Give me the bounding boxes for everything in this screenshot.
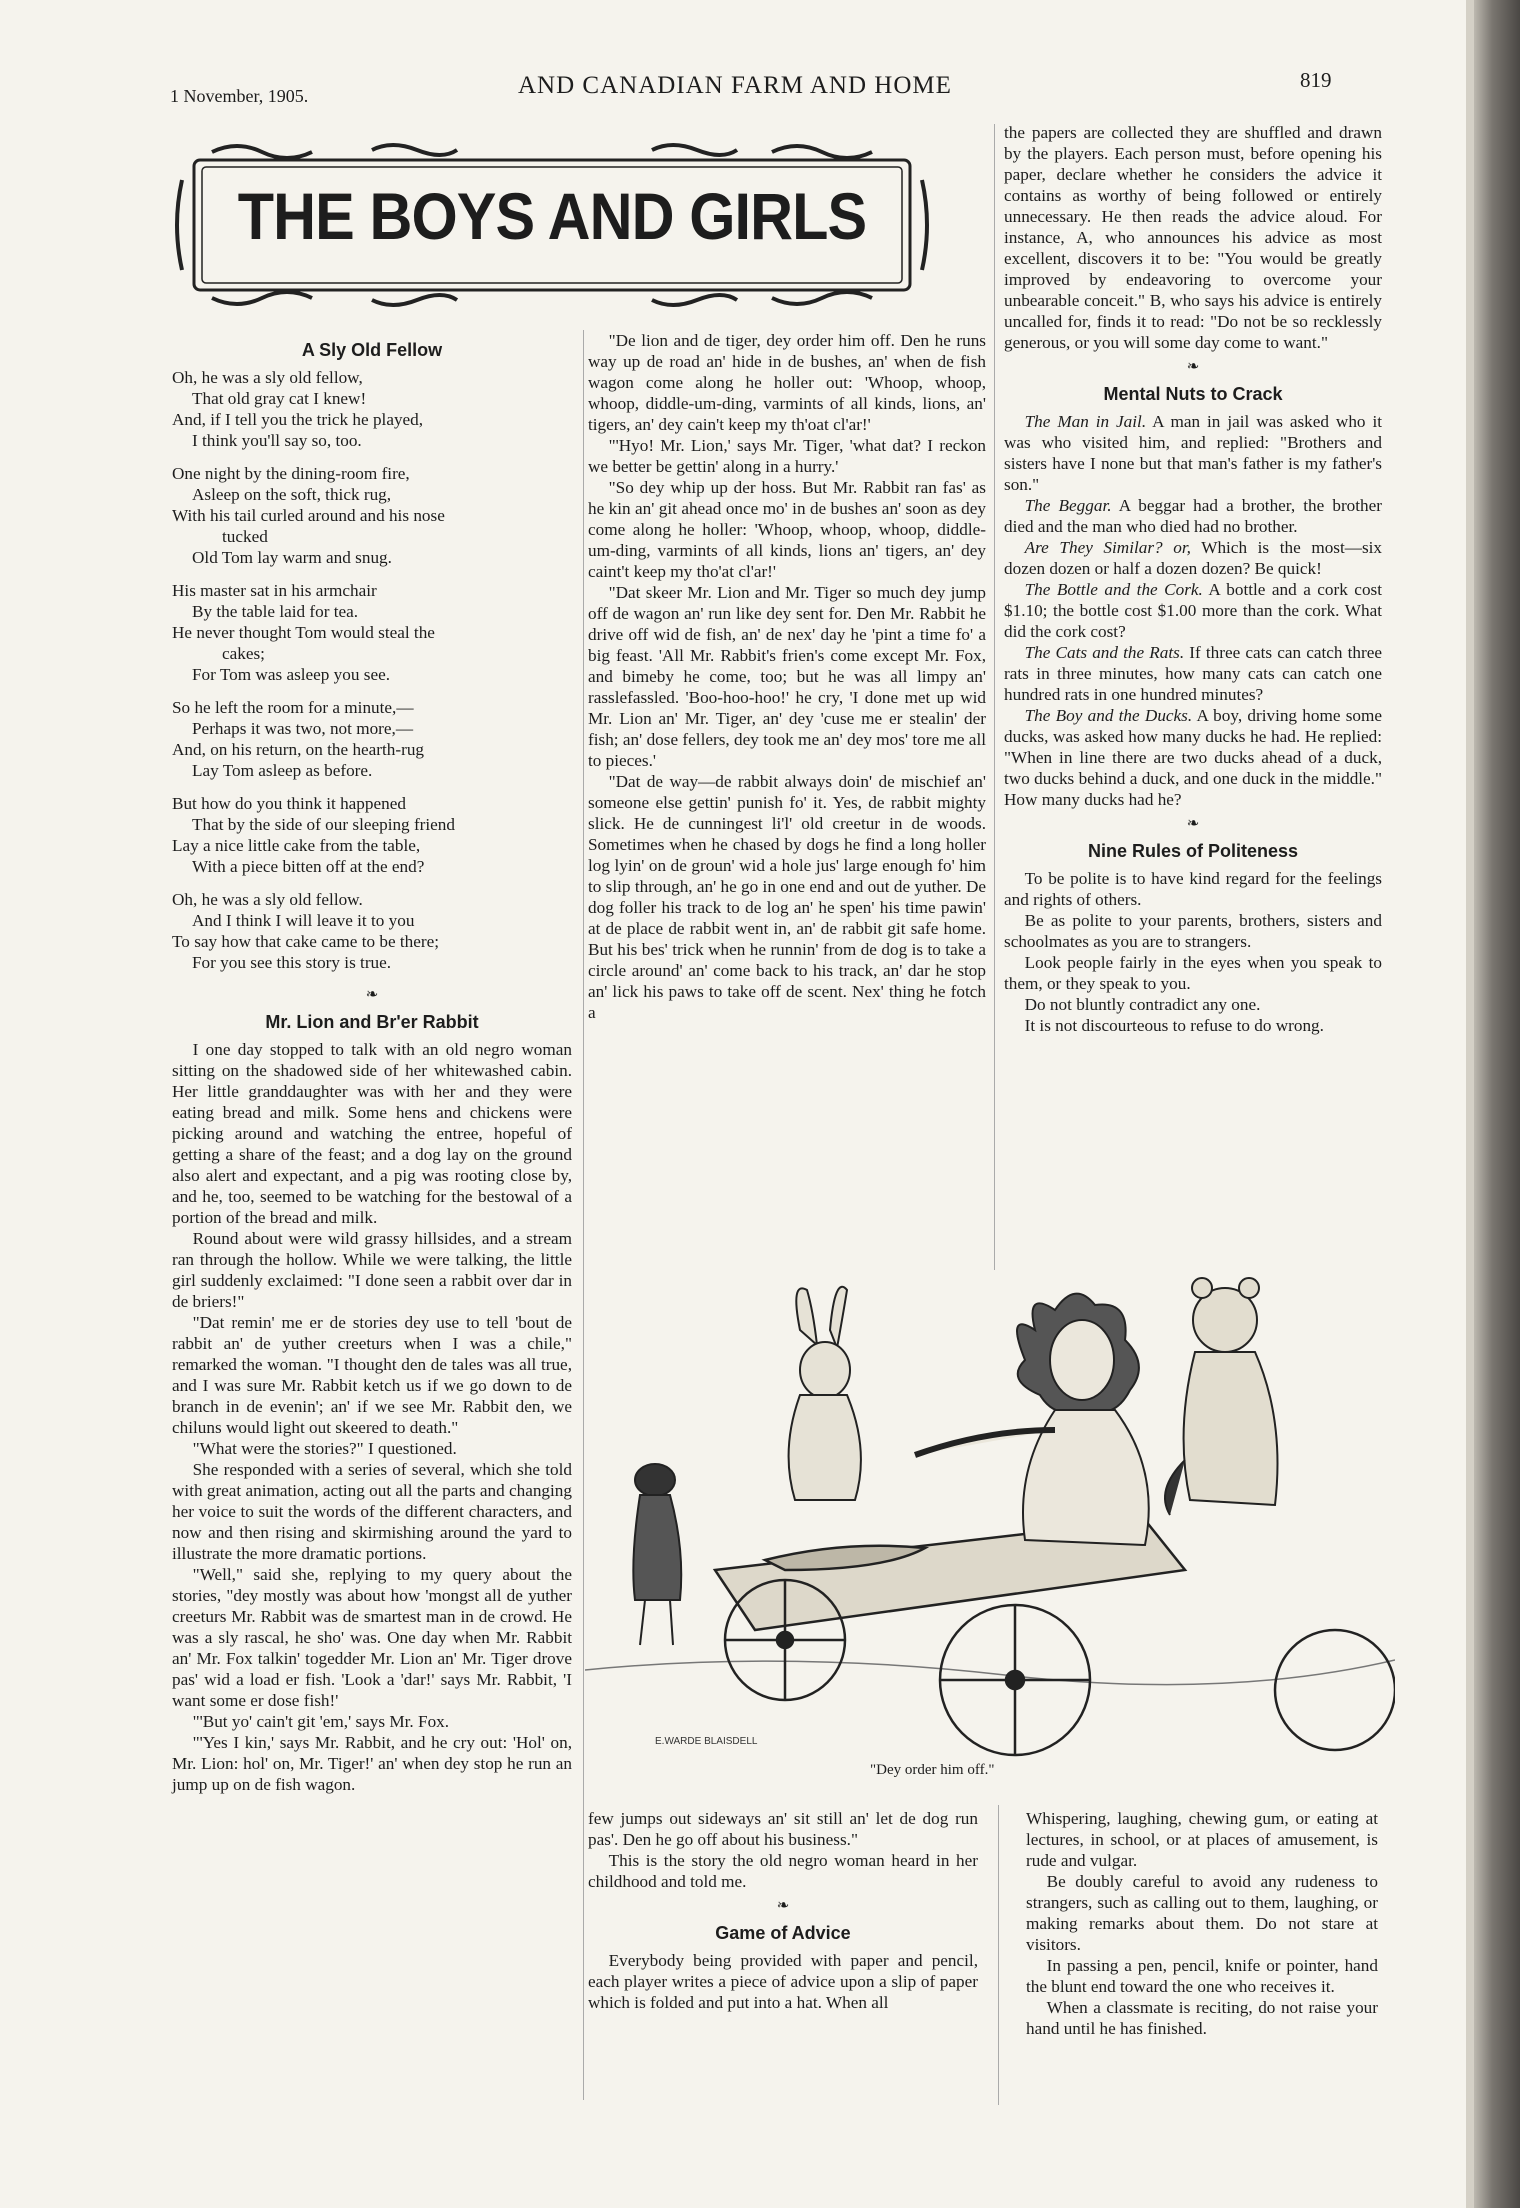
column-3 — [1004, 122, 1382, 1036]
story-paragraph: "De lion and de tiger, dey order him off. Den he runs way up de road an' hide in de bushes, an' when de fish wagon come along he holler out: 'Whoop, whoop, whoop, diddle-um-ding, varmints of all kinds, lions, an' tigers, an' dey cain't keep my th'oat cl'ar!' — [588, 331, 986, 434]
nuts-list — [1004, 411, 1382, 810]
politeness-rules-top — [1004, 868, 1382, 1036]
politeness-rule: In passing a pen, pencil, knife or pointer, hand the blunt end toward the one who receives it. — [1026, 1956, 1378, 1996]
poem-body — [172, 367, 572, 973]
puzzle-title: Are They Similar? or, — [1024, 538, 1191, 557]
game-advice-continued: the papers are collected they are shuffled and drawn by the players. Each person must, before opening his paper, declare whether he considers the advice it contains as worthy of being followed or entirely unnecessary. He then reads the advice aloud. For instance, A, who announces his advice as most excellent, discovers it to be: "You would be greatly improved by endeavoring to overcome your unbearable conceit." B, who says his advice is entirely uncalled for, finds it to read: "Do not be so recklessly generous, or you will some day come to want." — [1004, 123, 1382, 352]
poem-title: A Sly Old Fellow — [301, 340, 443, 360]
politeness-rule: Whispering, laughing, chewing gum, or eating at lectures, in school, or at places of amusement, is rude and vulgar. — [1026, 1809, 1378, 1870]
poem-line: Oh, he was a sly old fellow, — [172, 368, 363, 387]
poem-line: And, on his return, on the hearth-rug — [172, 740, 425, 759]
column-3-bottom — [1026, 1808, 1378, 2039]
puzzle-item — [1004, 579, 1382, 642]
puzzle-title: The Beggar. — [1024, 496, 1112, 515]
poem-line: And, if I tell you the trick he played, — [172, 410, 424, 429]
story-paragraph: I one day stopped to talk with an old negro woman sitting on the shadowed side of her whitewashed cabin. Her little granddaughter was with her and they were eating bread and milk. Some hens and chickens were picking around and watching the entree, hopeful of getting a share of the feast; and a dog lay on the ground also alert and expectant, and a pig was rooting close by, and he, too, seemed to be watching for the bestowal of a portion of the bread and milk. — [172, 1040, 572, 1227]
cartoon-illustration — [585, 1270, 1395, 1765]
banner-title: THE BOYS AND GIRLS — [237, 179, 867, 253]
section-banner — [172, 140, 932, 310]
poem-line: But how do you think it happened — [172, 794, 406, 813]
poem-stanza — [172, 793, 572, 877]
politeness-rules-bottom — [1026, 1808, 1378, 2039]
poem-line: Oh, he was a sly old fellow. — [172, 890, 363, 909]
ornament: ❧ — [365, 987, 379, 1003]
nuts-title: Mental Nuts to Crack — [1103, 384, 1283, 404]
puzzle-text: If three cats can catch three rats in three minutes, how many cats can catch one hundred rats in one hundred minutes? — [1004, 643, 1383, 704]
story-paragraph: "'But yo' cain't git 'em,' says Mr. Fox. — [192, 1712, 450, 1731]
puzzle-title: The Man in Jail. — [1024, 412, 1147, 431]
story-paragraph: "So dey whip up der hoss. But Mr. Rabbit ran fas' as he kin an' git ahead once mo' in de bushes an' soon as dey come along he holler: 'Whoop, whoop, whoop, diddle-um-ding, varmints of all kinds, lions an' tigers, an' dey caint't keep my tho'at cl'ar!' — [588, 478, 986, 581]
puzzle-title: The Cats and the Rats. — [1024, 643, 1185, 662]
politeness-rule: Do not bluntly contradict any one. — [1024, 995, 1261, 1014]
poem-line: Asleep on the soft, thick rug, — [192, 485, 392, 504]
story-paragraph: "Well," said she, replying to my query about the stories, "dey mostly was about how 'mongst all de yuther creeturs Mr. Rabbit was de smartest man in de crowd. He was a sly rascal, he sho' was. One day when Mr. Rabbit an' Mr. Fox talkin' togedder Mr. Lion an' Mr. Tiger drove pas' wid a load er fish. 'Look a 'dar!' says Mr. Rabbit, 'I want some er dose fish!' — [172, 1565, 572, 1710]
header-date: 1 November, 1905. — [170, 86, 309, 106]
poem-line: Perhaps it was two, not more,— — [192, 719, 414, 738]
story-paragraph: "'Yes I kin,' says Mr. Rabbit, and he cry out: 'Hol' on, Mr. Lion: hol' on, Mr. Tiger!' an' when dey stop he run an jump up on de fish wagon. — [172, 1733, 572, 1794]
ornament: ❧ — [776, 1898, 790, 1914]
story-paragraph: "Dat remin' me er de stories dey use to tell 'bout de rabbit an' de yuther creeturs when I was a chile," remarked the woman. "I thought den de tales was all true, and I was sure Mr. Rabbit ketch us if we go down to de branch in de evenin'; an' if we see Mr. Rabbit den, we chiluns would light out skeered to death." — [172, 1313, 572, 1437]
ornament: ❧ — [1186, 816, 1200, 832]
poem-line: tucked — [222, 527, 268, 546]
puzzle-item — [1004, 705, 1382, 810]
poem-line: Old Tom lay warm and snug. — [192, 548, 392, 567]
column-rule — [998, 1805, 999, 2105]
story-paragraph: "'Hyo! Mr. Lion,' says Mr. Tiger, 'what dat? I reckon we better be gettin' along in a hurry.' — [588, 436, 986, 476]
puzzle-item — [1004, 495, 1382, 537]
puzzle-item — [1004, 642, 1382, 705]
page-number: 819 — [1300, 68, 1332, 92]
story-paragraph: "Dat de way—de rabbit always doin' de mischief an' someone else gettin' punish fo' it. Yes, de rabbit mighty slick. He de cunningest li'l' old creetur in de woods. Sometimes when he chased by dogs he find a long holler log lyin' on de groun' wid a hole jus' large enough fo' him to slip through, an' he go in one end and out de yuther. De dog foller his track to de log an' he spen' his time pawin' at de place de rabbit went in, an' de rabbit git safe home. But his bes' trick when he runnin' from de dog is to take a circle around' an' come back to his track, an' dar he stop an' lick his paws to take off de scent. Nex' thing he fotch a — [588, 772, 986, 1022]
column-rule — [994, 124, 995, 1274]
puzzle-title: The Boy and the Ducks. — [1024, 706, 1193, 725]
story-paragraph: This is the story the old negro woman heard in her childhood and told me. — [588, 1851, 978, 1891]
column-2-bottom — [588, 1808, 978, 2013]
poem-stanza — [172, 580, 572, 685]
puzzle-text: Which is the most—six dozen dozen or half a dozen dozen? Be quick! — [1004, 538, 1382, 578]
poem-line: For Tom was asleep you see. — [192, 665, 391, 684]
column-1 — [172, 334, 572, 1795]
politeness-title: Nine Rules of Politeness — [1087, 841, 1299, 861]
poem-stanza — [172, 463, 572, 568]
page-edge — [1466, 0, 1474, 2208]
poem-line: To say how that cake came to be there; — [172, 932, 440, 951]
poem-line: By the table laid for tea. — [192, 602, 359, 621]
politeness-rule: Be doubly careful to avoid any rudeness to strangers, such as calling out to them, laughing, or making remarks about them. Do not stare at visitors. — [1026, 1872, 1378, 1954]
politeness-rule: It is not discourteous to refuse to do wrong. — [1024, 1016, 1324, 1035]
poem-line: That old gray cat I knew! — [192, 389, 367, 408]
politeness-rule: When a classmate is reciting, do not raise your hand until he has finished. — [1026, 1998, 1378, 2038]
illustrator-signature: E.WARDE BLAISDELL — [655, 1736, 758, 1747]
puzzle-title: The Bottle and the Cork. — [1024, 580, 1203, 599]
poem-line: His master sat in his armchair — [172, 581, 377, 600]
poem-line: He never thought Tom would steal the — [172, 623, 435, 642]
story-paragraph: few jumps out sideways an' sit still an' let de dog run pas'. Den he go off about his business." — [588, 1809, 978, 1849]
rabbit-story-col2 — [588, 330, 986, 1023]
politeness-rule: Look people fairly in the eyes when you speak to them, or they speak to you. — [1004, 953, 1382, 993]
poem-line: With a piece bitten off at the end? — [192, 857, 425, 876]
ornament: ❧ — [1186, 359, 1200, 375]
poem-line: With his tail curled around and his nose — [172, 506, 445, 525]
poem-line: I think you'll say so, too. — [192, 431, 362, 450]
poem-line: And I think I will leave it to you — [192, 911, 415, 930]
poem-line: cakes; — [222, 644, 265, 663]
poem-line: So he left the room for a minute,— — [172, 698, 414, 717]
story-paragraph: She responded with a series of several, which she told with great animation, acting out all the parts and changing her voice to suit the words of the different characters, and now and then rising and skirmishing around the yard to illustrate the more dramatic portions. — [172, 1460, 572, 1563]
poem-stanza — [172, 889, 572, 973]
rabbit-story-title: Mr. Lion and Br'er Rabbit — [265, 1012, 479, 1032]
poem-stanza — [172, 697, 572, 781]
politeness-rule: Be as polite to your parents, brothers, sisters and schoolmates as you are to strangers. — [1004, 911, 1382, 951]
poem-stanza — [172, 367, 572, 451]
column-rule — [583, 330, 584, 2100]
story-paragraph: Round about were wild grassy hillsides, and a stream ran through the hollow. While we were talking, the little girl suddenly exclaimed: "I done seen a rabbit over dar in de briers!" — [172, 1229, 572, 1311]
poem-line: Lay Tom asleep as before. — [192, 761, 373, 780]
illustration-caption: "Dey order him off." — [870, 1762, 995, 1778]
politeness-rule: To be polite is to have kind regard for the feelings and rights of others. — [1004, 869, 1382, 909]
game-title: Game of Advice — [715, 1923, 851, 1943]
poem-line: Lay a nice little cake from the table, — [172, 836, 421, 855]
puzzle-text: A beggar had a brother, the brother died and the man who died had no brother. — [1004, 496, 1382, 536]
poem-line: For you see this story is true. — [192, 953, 392, 972]
puzzle-text: A bottle and a cork cost $1.10; the bottle cost $1.00 more than the cork. What did the cork cost? — [1004, 580, 1382, 641]
story-paragraph: "What were the stories?" I questioned. — [192, 1439, 457, 1458]
rabbit-story-col1 — [172, 1039, 572, 1795]
header-title: AND CANADIAN FARM AND HOME — [518, 72, 952, 99]
poem-line: That by the side of our sleeping friend — [192, 815, 455, 834]
book-spine — [1474, 0, 1520, 2208]
puzzle-text: A boy, driving home some ducks, was asked how many ducks he had. He replied: "When in line there are two ducks ahead of a duck, two ducks behind a duck, and one duck in the middle." How many ducks had he? — [1004, 706, 1382, 809]
puzzle-text: A man in jail was asked who it was who visited him, and replied: "Brothers and sisters have I none but that man's father is my father's son." — [1004, 412, 1382, 494]
story-paragraph: "Dat skeer Mr. Lion and Mr. Tiger so much dey jump off de wagon an' run like dey sent for. Den Mr. Rabbit he drive off wid de fish, an' de nex' day he 'pint a time fo' a big feast. 'All Mr. Rabbit's frien's come except Mr. Fox, and bimeby he come, too; but he was all limpy an' rasslefassled. 'Boo-hoo-hoo!' he cry, 'I done met up wid Mr. Lion an' Mr. Tiger, an' dey 'cuse me er stealin' der fish; an' dose fellers, dey took me an' dey mos' tore me all to pieces.' — [588, 583, 986, 770]
puzzle-item — [1004, 537, 1382, 579]
rabbit-story-continued — [588, 1808, 978, 1892]
puzzle-item — [1004, 411, 1382, 495]
poem-line: One night by the dining-room fire, — [172, 464, 410, 483]
game-advice-start: Everybody being provided with paper and pencil, each player writes a piece of advice upon a slip of paper which is folded and put into a hat. When all — [588, 1951, 978, 2012]
column-2 — [588, 330, 986, 1023]
